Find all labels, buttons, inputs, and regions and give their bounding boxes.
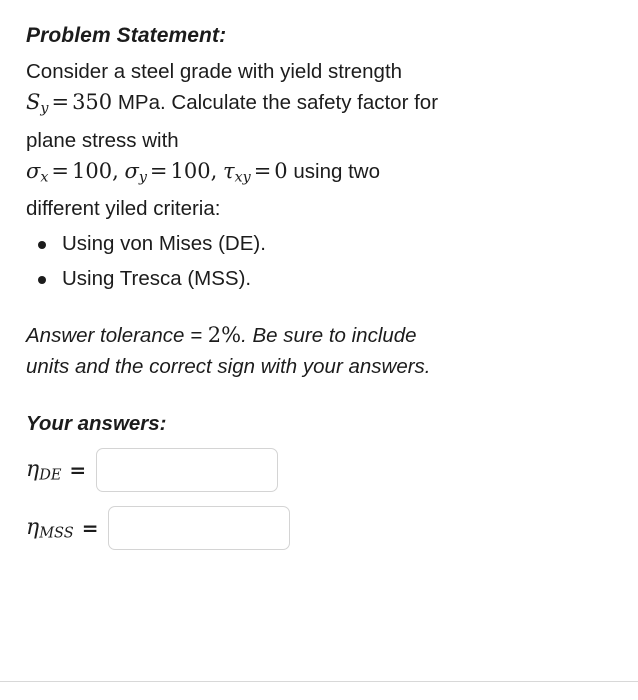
- tolerance-pre-text: Answer tolerance =: [26, 324, 203, 348]
- tau-xy-symbol: $\tau_{xy}$: [222, 158, 251, 186]
- tolerance-value: 2%: [207, 323, 242, 348]
- sigma-x-value: 100,: [72, 158, 119, 183]
- eta-de-input[interactable]: [96, 448, 278, 492]
- tau-xy-equals: =: [253, 158, 272, 183]
- sigma-x-equals: =: [51, 158, 69, 183]
- problem-line-4-tail: using two: [293, 159, 380, 183]
- criteria-item-label: Using Tresca (MSS).: [62, 267, 252, 291]
- bullet-icon: [38, 241, 46, 249]
- sigma-x-symbol: $\sigma_x$: [26, 158, 49, 186]
- bullet-icon: [38, 276, 46, 284]
- problem-statement-body: [26, 56, 612, 224]
- bottom-divider: [0, 681, 638, 682]
- answer-tolerance-note: [26, 320, 612, 382]
- yield-strength-symbol: $S_y$: [26, 90, 49, 117]
- sigma-y-symbol: $\sigma_y$: [124, 158, 147, 186]
- yield-strength-units-text: MPa. Calculate the safety factor for: [117, 91, 439, 114]
- eta-de-equals: =: [69, 458, 87, 483]
- criteria-item-label: Using von Mises (DE).: [62, 232, 266, 256]
- eta-de-label: $\eta_{DE}$: [26, 456, 62, 484]
- tau-xy-value: 0: [274, 158, 288, 183]
- yield-strength-value: 350: [72, 90, 113, 114]
- sigma-y-equals: =: [149, 158, 168, 183]
- answer-row-de: [26, 448, 612, 492]
- list-item: [26, 228, 612, 259]
- eta-mss-input[interactable]: [108, 506, 290, 550]
- yield-strength-equals: =: [51, 90, 70, 114]
- problem-statement-heading: Problem Statement:: [26, 24, 227, 47]
- list-item: [26, 263, 612, 294]
- eta-mss-equals: =: [81, 516, 99, 541]
- eta-mss-label: $\eta_{MSS}$: [26, 514, 74, 542]
- sigma-y-value: 100,: [170, 158, 218, 183]
- problem-line-5: different yiled criteria:: [26, 197, 221, 221]
- tolerance-post-text: . Be sure to include: [241, 324, 417, 348]
- problem-line-1: Consider a steel grade with yield strength: [26, 60, 403, 83]
- your-answers-heading: Your answers:: [26, 412, 167, 436]
- criteria-list: [26, 228, 612, 294]
- problem-line-3: plane stress with: [26, 128, 179, 152]
- answer-row-mss: [26, 506, 612, 550]
- tolerance-line-2: units and the correct sign with your answers.: [26, 355, 431, 379]
